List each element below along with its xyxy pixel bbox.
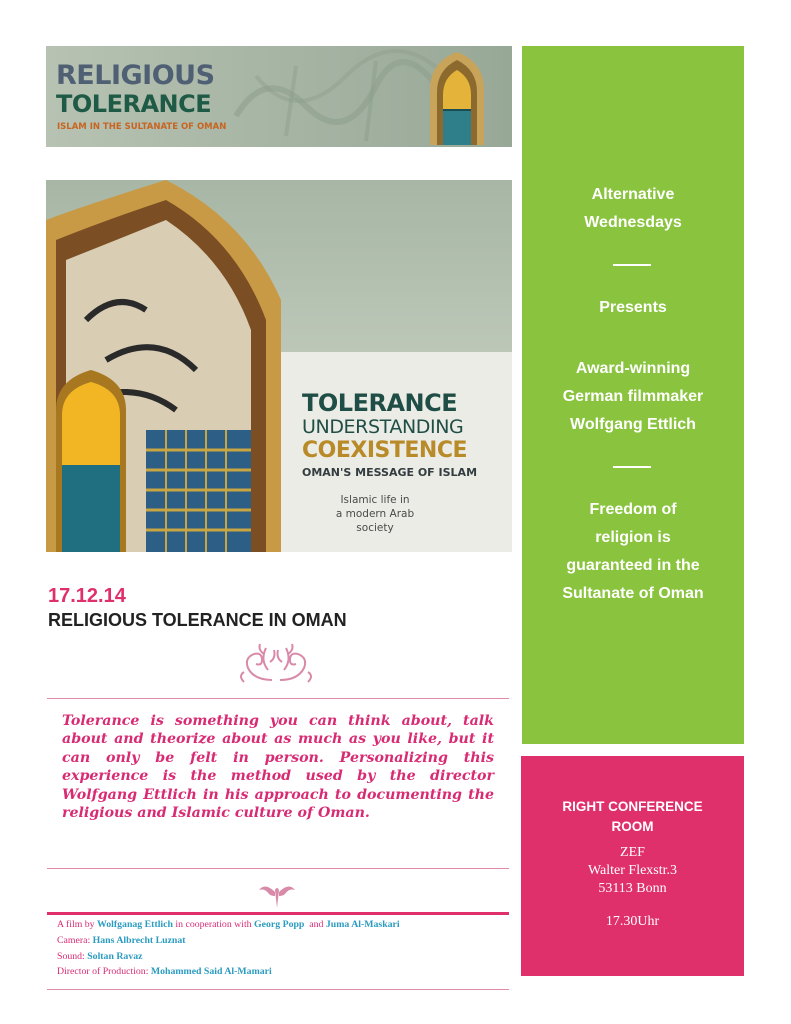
credit-partner-1: Georg Popp — [254, 919, 305, 930]
freedom-line-1: Freedom of — [589, 501, 677, 518]
freedom-line-4: Sultanate of Oman — [562, 585, 704, 602]
award-line-3: Wolfgang Ettlich — [570, 416, 696, 433]
poster-tagline — [320, 493, 430, 535]
divider-middle — [47, 868, 509, 869]
award-line-1: Award-winning — [575, 360, 691, 377]
divider-top — [47, 698, 509, 699]
poster-title-understanding: UNDERSTANDING — [302, 416, 464, 438]
fleuron-icon — [257, 880, 297, 910]
freedom-line-2: religion is — [595, 529, 671, 546]
credit-production-name: Mohammed Said Al-Mamari — [150, 966, 272, 978]
credit-sound — [57, 949, 507, 965]
venue-org: ZEF — [620, 845, 645, 860]
arched-window-icon — [426, 50, 488, 145]
sidebar-rule-1 — [613, 264, 651, 266]
venue-room — [521, 797, 744, 837]
credit-sound-name: Soltan Ravaz — [87, 950, 143, 962]
poster-title-coexistence: COEXISTENCE — [302, 438, 467, 463]
poster-tagline-line1: Islamic life in — [340, 494, 410, 506]
venue-room-line-1: RIGHT CONFERENCE — [562, 799, 703, 814]
event-time: 17.30Uhr — [605, 914, 660, 929]
poster-subtitle: OMAN'S MESSAGE OF ISLAM — [302, 466, 478, 479]
venue-city: 53113 Bonn — [598, 881, 667, 896]
floral-ornament-icon — [234, 640, 318, 686]
credits-rule-top — [47, 912, 509, 915]
credit-production — [57, 964, 507, 980]
credit-coop-text: in cooperation with — [172, 919, 255, 930]
banner-title-religious: RELIGIOUS — [56, 60, 215, 91]
divider-bottom — [47, 989, 509, 990]
presents-text: Presents — [599, 299, 667, 316]
venue-box — [521, 756, 744, 976]
series-line-2: Wednesdays — [584, 214, 682, 231]
credit-camera-label: Camera: — [57, 934, 93, 946]
venue-address — [521, 844, 744, 898]
credit-and-text: and — [304, 919, 326, 930]
credit-partner-2: Juma Al-Maskari — [325, 919, 400, 930]
credit-film — [57, 917, 507, 933]
sidebar-rule-2 — [613, 466, 651, 468]
poster-title-tolerance: TOLERANCE — [302, 389, 458, 417]
award-line-2: German filmmaker — [562, 388, 704, 405]
credit-director: Wolfganag Ettlich — [97, 919, 173, 930]
series-line-1: Alternative — [591, 186, 675, 203]
venue-room-line-2: ROOM — [611, 819, 654, 834]
sidebar-green-panel — [522, 46, 744, 744]
credit-sound-label: Sound: — [57, 950, 88, 962]
freedom-line-3: guaranteed in the — [566, 557, 700, 574]
banner-title-tolerance: TOLERANCE — [56, 90, 212, 118]
mosaic-arch-icon — [46, 180, 286, 552]
banner-image — [46, 46, 512, 147]
credit-camera — [57, 933, 507, 949]
poster-image — [46, 180, 512, 552]
description-quote: Tolerance is something you can think about, talk about and theorize about as much as you like, but it can only be felt in person. Personalizing this experience is the method used by the director Wolfgang Ettlich in his approach to documenting the religious and Islamic culture of Oman. — [62, 713, 494, 822]
event-title: RELIGIOUS TOLERANCE IN OMAN — [48, 610, 347, 630]
film-credits — [57, 917, 507, 980]
credit-film-label: A film by — [57, 919, 98, 930]
credit-camera-name: Hans Albrecht Luznat — [92, 934, 186, 946]
venue-street: Walter Flexstr.3 — [587, 863, 678, 878]
credit-production-label: Director of Production: — [57, 966, 151, 978]
banner-subtitle: ISLAM IN THE SULTANATE OF OMAN — [57, 122, 227, 132]
event-date: 17.12.14 — [48, 585, 126, 607]
poster-tagline-line2: a modern Arab society — [335, 508, 415, 534]
